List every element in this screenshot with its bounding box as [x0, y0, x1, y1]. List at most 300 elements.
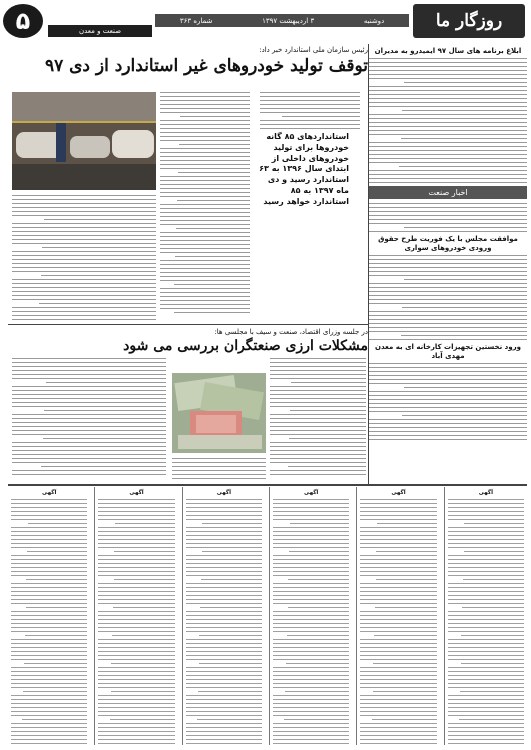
text-line	[11, 531, 87, 532]
text-line	[448, 511, 524, 512]
text-line	[369, 158, 527, 159]
text-line	[11, 571, 87, 572]
text-line	[369, 211, 527, 212]
text-line	[369, 311, 527, 312]
text-line	[369, 130, 527, 131]
text-line	[186, 631, 262, 632]
text-line	[12, 458, 166, 459]
text-line	[448, 707, 524, 708]
text-line	[186, 507, 262, 508]
text-line	[41, 275, 156, 276]
text-line	[401, 138, 527, 139]
text-line	[360, 639, 436, 640]
text-line	[46, 382, 166, 383]
text-line	[273, 563, 349, 564]
text-line	[186, 527, 262, 528]
text-line	[273, 699, 349, 700]
text-line	[260, 112, 360, 113]
text-line	[172, 470, 266, 471]
text-line	[448, 643, 524, 644]
text-line	[360, 503, 436, 504]
text-line	[160, 216, 250, 217]
text-line	[160, 160, 250, 161]
text-line	[160, 140, 250, 141]
text-line	[360, 619, 436, 620]
text-line	[273, 615, 349, 616]
text-line	[369, 146, 527, 147]
issue-number: شماره ۳۶۳	[179, 16, 213, 25]
text-line	[186, 655, 262, 656]
text-line	[288, 466, 366, 467]
text-line	[98, 511, 174, 512]
text-line	[12, 207, 156, 208]
text-line	[186, 687, 262, 688]
text-line	[12, 295, 156, 296]
text-line	[11, 539, 87, 540]
text-line	[360, 723, 436, 724]
text-line	[360, 543, 436, 544]
text-line	[186, 711, 262, 712]
text-line	[448, 715, 524, 716]
text-line	[202, 551, 262, 552]
text-line	[98, 519, 174, 520]
text-line	[186, 683, 262, 684]
sidebar-item-title: موافقت مجلس با یک فوریت طرح حقوق ورودی خودروهای سواری	[378, 235, 518, 253]
text-line	[360, 651, 436, 652]
text-line	[11, 627, 87, 628]
text-line	[186, 647, 262, 648]
text-line	[369, 58, 527, 59]
ad-column	[182, 487, 265, 745]
text-line	[186, 671, 262, 672]
page-number: ۵	[3, 4, 43, 38]
text-line	[98, 567, 174, 568]
text-line	[11, 503, 87, 504]
text-line	[369, 203, 527, 204]
text-line	[186, 555, 262, 556]
text-line	[273, 695, 349, 696]
text-line	[43, 438, 166, 439]
text-line	[273, 539, 349, 540]
text-line	[11, 559, 87, 560]
text-line	[160, 224, 250, 225]
text-line	[98, 723, 174, 724]
text-line	[270, 454, 366, 455]
text-line	[12, 390, 166, 391]
text-line	[270, 390, 366, 391]
text-line	[360, 683, 436, 684]
text-line	[11, 739, 87, 740]
text-line	[360, 587, 436, 588]
text-line	[270, 422, 366, 423]
text-line	[369, 78, 527, 79]
text-line	[11, 615, 87, 616]
text-line	[11, 651, 87, 652]
text-line	[260, 124, 360, 125]
text-line	[369, 162, 527, 163]
text-line	[273, 703, 349, 704]
text-line	[172, 462, 266, 463]
text-line	[12, 450, 166, 451]
text-line	[369, 399, 527, 400]
text-line	[372, 719, 437, 720]
text-line	[461, 635, 524, 636]
text-line	[172, 474, 266, 475]
text-line	[160, 204, 250, 205]
text-line	[98, 587, 174, 588]
text-line	[270, 370, 366, 371]
text-line	[160, 276, 250, 277]
text-line	[98, 639, 174, 640]
text-line	[160, 184, 250, 185]
text-line	[369, 118, 527, 119]
text-line	[270, 386, 366, 387]
text-line	[284, 719, 349, 720]
text-line	[273, 531, 349, 532]
text-line	[98, 583, 174, 584]
text-line	[12, 195, 156, 196]
text-line	[12, 279, 156, 280]
text-line	[360, 679, 436, 680]
text-line	[12, 402, 166, 403]
text-line	[160, 268, 250, 269]
text-line	[12, 446, 166, 447]
text-line	[360, 511, 436, 512]
text-line	[98, 515, 174, 516]
text-line	[12, 239, 156, 240]
text-line	[448, 599, 524, 600]
text-line	[448, 603, 524, 604]
text-line	[369, 255, 527, 256]
text-line	[11, 519, 87, 520]
text-line	[448, 687, 524, 688]
text-line	[376, 551, 436, 552]
text-line	[377, 523, 437, 524]
text-line	[270, 458, 366, 459]
text-line	[448, 591, 524, 592]
text-line	[160, 188, 250, 189]
text-line	[273, 687, 349, 688]
text-line	[463, 579, 524, 580]
text-line	[186, 739, 262, 740]
text-line	[374, 635, 437, 636]
text-line	[186, 659, 262, 660]
ad-column	[444, 487, 527, 745]
text-line	[464, 551, 524, 552]
text-line	[360, 507, 436, 508]
text-line	[98, 711, 174, 712]
text-line	[112, 635, 175, 636]
text-line	[11, 639, 87, 640]
text-line	[369, 219, 527, 220]
text-line	[369, 379, 527, 380]
text-line	[186, 703, 262, 704]
text-line	[160, 152, 250, 153]
text-line	[177, 200, 250, 201]
ad-heading: آگهی	[129, 490, 144, 496]
text-line	[360, 643, 436, 644]
text-line	[186, 515, 262, 516]
text-line	[448, 739, 524, 740]
text-line	[199, 663, 262, 664]
text-line	[186, 511, 262, 512]
text-line	[369, 142, 527, 143]
text-line	[360, 575, 436, 576]
text-line	[198, 691, 262, 692]
text-line	[369, 114, 527, 115]
text-line	[369, 395, 527, 396]
text-line	[273, 723, 349, 724]
ad-column	[8, 487, 90, 745]
text-line	[360, 627, 436, 628]
text-line	[160, 196, 250, 197]
text-line	[186, 675, 262, 676]
text-line	[11, 727, 87, 728]
text-line	[98, 599, 174, 600]
ad-heading: آگهی	[42, 490, 57, 496]
text-line	[98, 667, 174, 668]
text-line	[11, 603, 87, 604]
text-line	[448, 731, 524, 732]
text-line	[369, 86, 527, 87]
text-line	[98, 547, 174, 548]
issue-date: ۳ اردیبهشت ۱۳۹۷	[262, 16, 315, 25]
text-line	[11, 623, 87, 624]
text-line	[11, 611, 87, 612]
lead-body-col-3	[12, 195, 156, 323]
text-line	[369, 403, 527, 404]
text-line	[373, 691, 437, 692]
text-line	[12, 474, 166, 475]
text-line	[186, 639, 262, 640]
text-line	[375, 607, 437, 608]
text-line	[369, 435, 527, 436]
news-sidebar	[369, 44, 527, 484]
text-line	[22, 719, 87, 720]
text-line	[98, 623, 174, 624]
text-line	[369, 371, 527, 372]
classified-ads	[8, 487, 527, 745]
text-line	[360, 611, 436, 612]
sidebar-item-title: ورود نخستین تجهیزات کارخانه ای به معدن مهدی آباد	[375, 343, 521, 361]
text-line	[186, 571, 262, 572]
text-line	[41, 466, 166, 467]
text-line	[369, 259, 527, 260]
sidebar-item-body	[369, 58, 527, 183]
sidebar-item-title: ابلاغ برنامه های سال ۹۷ ایمیدرو به مدیران	[374, 47, 522, 55]
text-line	[448, 639, 524, 640]
text-line	[273, 727, 349, 728]
text-line	[12, 319, 156, 320]
text-line	[448, 615, 524, 616]
text-line	[176, 228, 250, 229]
text-line	[12, 287, 156, 288]
text-line	[160, 240, 250, 241]
text-line	[369, 283, 527, 284]
text-line	[11, 683, 87, 684]
text-line	[160, 148, 250, 149]
text-line	[98, 531, 174, 532]
text-line	[98, 619, 174, 620]
text-line	[448, 619, 524, 620]
text-line	[98, 575, 174, 576]
text-line	[460, 691, 524, 692]
text-line	[98, 615, 174, 616]
text-line	[360, 531, 436, 532]
text-line	[270, 470, 366, 471]
text-line	[369, 275, 527, 276]
text-line	[360, 567, 436, 568]
text-line	[11, 583, 87, 584]
text-line	[11, 655, 87, 656]
text-line	[273, 651, 349, 652]
text-line	[44, 219, 156, 220]
text-line	[115, 523, 175, 524]
text-line	[448, 623, 524, 624]
text-line	[273, 611, 349, 612]
text-line	[178, 172, 250, 173]
text-line	[260, 96, 360, 97]
text-line	[12, 442, 166, 443]
text-line	[98, 631, 174, 632]
text-line	[12, 251, 156, 252]
text-line	[12, 366, 166, 367]
text-line	[186, 591, 262, 592]
text-line	[98, 499, 174, 500]
text-line	[369, 331, 527, 332]
text-line	[98, 603, 174, 604]
text-line	[23, 691, 87, 692]
text-line	[12, 370, 166, 371]
ads-divider	[8, 484, 527, 486]
text-line	[160, 288, 250, 289]
text-line	[12, 470, 166, 471]
text-line	[98, 647, 174, 648]
text-line	[369, 170, 527, 171]
text-line	[273, 511, 349, 512]
text-line	[186, 615, 262, 616]
text-line	[160, 212, 250, 213]
text-line	[11, 707, 87, 708]
text-line	[200, 607, 262, 608]
text-line	[260, 104, 360, 105]
text-line	[11, 643, 87, 644]
text-line	[273, 647, 349, 648]
text-line	[289, 551, 349, 552]
text-line	[160, 168, 250, 169]
lead-body-col-1	[160, 92, 250, 316]
text-line	[160, 156, 250, 157]
text-line	[98, 675, 174, 676]
text-line	[448, 571, 524, 572]
text-line	[98, 731, 174, 732]
text-line	[369, 98, 527, 99]
text-line	[369, 231, 527, 232]
text-line	[12, 267, 156, 268]
text-line	[12, 215, 156, 216]
text-line	[186, 743, 262, 744]
text-line	[369, 178, 527, 179]
ad-heading: آگهی	[391, 490, 406, 496]
ad-column	[94, 487, 177, 745]
text-line	[369, 303, 527, 304]
text-line	[39, 303, 156, 304]
text-line	[12, 291, 156, 292]
text-line	[98, 627, 174, 628]
text-line	[448, 535, 524, 536]
text-line	[360, 675, 436, 676]
text-line	[186, 543, 262, 544]
text-line	[160, 176, 250, 177]
text-line	[288, 579, 349, 580]
text-line	[273, 679, 349, 680]
second-headline: مشکلات ارزی صنعتگران بررسی می شود	[123, 338, 368, 354]
text-line	[11, 563, 87, 564]
text-line	[273, 547, 349, 548]
text-line	[369, 439, 527, 440]
text-line	[160, 104, 250, 105]
text-line	[160, 252, 250, 253]
text-line	[273, 631, 349, 632]
text-line	[448, 727, 524, 728]
text-line	[98, 539, 174, 540]
text-line	[360, 731, 436, 732]
ad-text	[273, 499, 349, 744]
text-line	[175, 256, 250, 257]
text-line	[186, 735, 262, 736]
text-line	[12, 462, 166, 463]
text-line	[360, 559, 436, 560]
text-line	[160, 280, 250, 281]
text-line	[369, 287, 527, 288]
text-line	[12, 235, 156, 236]
text-line	[369, 134, 527, 135]
text-line	[186, 575, 262, 576]
text-line	[11, 543, 87, 544]
text-line	[360, 715, 436, 716]
ad-text	[448, 499, 524, 744]
text-line	[448, 675, 524, 676]
text-line	[26, 607, 88, 608]
text-line	[98, 679, 174, 680]
text-line	[186, 583, 262, 584]
text-line	[360, 599, 436, 600]
text-line	[448, 543, 524, 544]
text-line	[369, 407, 527, 408]
text-line	[11, 647, 87, 648]
car-factory-photo	[12, 92, 156, 190]
text-line	[111, 663, 174, 664]
text-line	[12, 231, 156, 232]
text-line	[290, 523, 350, 524]
text-line	[98, 563, 174, 564]
text-line	[11, 499, 87, 500]
text-line	[186, 587, 262, 588]
text-line	[12, 374, 166, 375]
text-line	[369, 74, 527, 75]
text-line	[11, 703, 87, 704]
text-line	[360, 615, 436, 616]
text-line	[11, 711, 87, 712]
text-line	[448, 647, 524, 648]
column-divider	[368, 44, 369, 484]
lead-body-col-2a	[260, 92, 360, 132]
text-line	[11, 591, 87, 592]
text-line	[273, 583, 349, 584]
text-line	[11, 599, 87, 600]
text-line	[273, 623, 349, 624]
text-line	[448, 575, 524, 576]
